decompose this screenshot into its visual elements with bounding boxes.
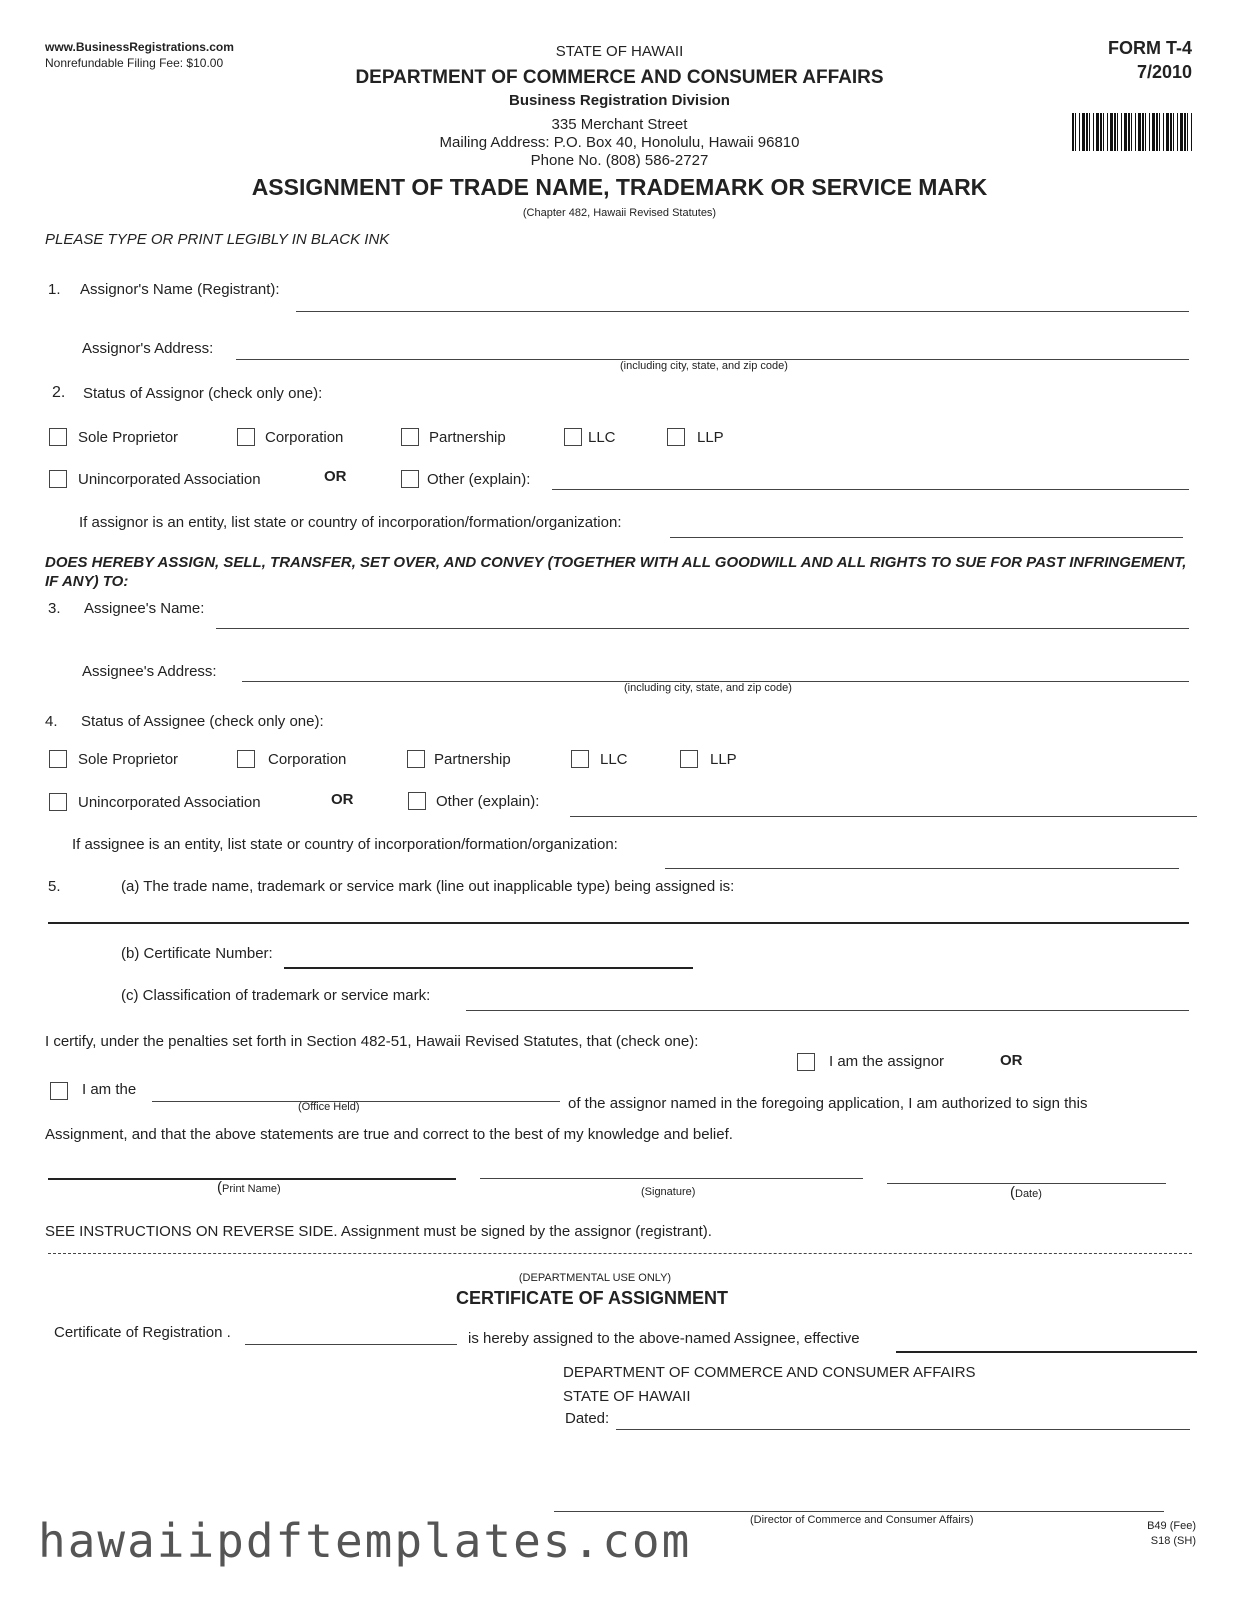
assignor-name-field[interactable] (296, 311, 1189, 312)
assignee-llp-label: LLP (710, 751, 737, 768)
director-label: (Director of Commerce and Consumer Affairs) (750, 1514, 974, 1526)
certificate-of-assignment-title: CERTIFICATE OF ASSIGNMENT (456, 1288, 728, 1308)
assignor-other-checkbox[interactable] (401, 470, 419, 488)
section4-number: 4. (45, 713, 58, 730)
certificate-number-label: (b) Certificate Number: (121, 945, 273, 962)
phone-number: Phone No. (808) 586-2727 (530, 152, 709, 169)
assignor-llc-checkbox[interactable] (564, 428, 582, 446)
assignee-other-field[interactable] (570, 816, 1197, 817)
office-held-hint: (Office Held) (298, 1101, 360, 1113)
assignor-sole-proprietor-checkbox[interactable] (49, 428, 67, 446)
assignor-llp-checkbox[interactable] (667, 428, 685, 446)
assignee-other-label: Other (explain): (436, 793, 540, 810)
form-date: 7/2010 (1136, 62, 1192, 82)
date-hint: Date) (1015, 1188, 1042, 1200)
assignee-entity-label: If assignee is an entity, list state or country of incorporation/formation/organization: (72, 836, 618, 853)
sh-code: S18 (SH) (1150, 1535, 1196, 1547)
assignor-other-field[interactable] (552, 489, 1189, 490)
section2-number: 2. (52, 384, 66, 401)
assignee-sole-proprietor-checkbox[interactable] (49, 750, 67, 768)
assignee-corporation-label: Corporation (268, 751, 347, 768)
officer-label: I am the (82, 1081, 137, 1098)
assignee-name-label: Assignee's Name: (84, 600, 205, 617)
fee-code: B49 (Fee) (1147, 1520, 1196, 1532)
certificate-number-field[interactable] (284, 967, 693, 969)
assignee-or-text: OR (331, 791, 354, 808)
assignee-address-hint: (including city, state, and zip code) (624, 682, 792, 694)
assignor-name-label: Assignor's Name (Registrant): (80, 281, 280, 298)
assignee-entity-field[interactable] (665, 868, 1179, 869)
assignor-llc-label: LLC (588, 429, 616, 446)
assignee-partnership-checkbox[interactable] (407, 750, 425, 768)
instructions-note: SEE INSTRUCTIONS ON REVERSE SIDE. Assignment must be signed by the assignor (registrant). (45, 1223, 712, 1240)
assignee-status-label: Status of Assignee (check only one): (81, 713, 324, 730)
section1-number: 1. (48, 281, 61, 298)
assignee-address-label: Assignee's Address: (82, 663, 217, 680)
assignee-llc-checkbox[interactable] (571, 750, 589, 768)
assignor-unincorporated-checkbox[interactable] (49, 470, 67, 488)
assignor-corporation-label: Corporation (265, 429, 344, 446)
certification-intro: I certify, under the penalties set forth in Section 482-51, Hawaii Revised Statutes, that (check one): (45, 1033, 699, 1050)
assignor-sole-proprietor-label: Sole Proprietor (78, 429, 179, 446)
assignor-unincorporated-label: Unincorporated Association (78, 471, 261, 488)
dated-field[interactable] (616, 1429, 1190, 1430)
signature-field[interactable] (480, 1178, 863, 1179)
dated-label: Dated: (565, 1410, 610, 1427)
assignee-unincorporated-checkbox[interactable] (49, 793, 67, 811)
chapter-note: (Chapter 482, Hawaii Revised Statutes) (522, 207, 717, 219)
assignee-llp-checkbox[interactable] (680, 750, 698, 768)
assignor-llp-label: LLP (697, 429, 724, 446)
assignee-unincorporated-label: Unincorporated Association (78, 794, 261, 811)
assignor-other-label: Other (explain): (427, 471, 531, 488)
assignee-sole-proprietor-label: Sole Proprietor (78, 751, 179, 768)
date-field[interactable] (887, 1183, 1166, 1184)
assignor-address-label: Assignor's Address: (82, 340, 214, 357)
officer-checkbox[interactable] (50, 1082, 68, 1100)
form-title: ASSIGNMENT OF TRADE NAME, TRADEMARK OR SERVICE MARK (251, 174, 988, 200)
department-heading: DEPARTMENT OF COMMERCE AND CONSUMER AFFAIRS (355, 67, 884, 88)
division-heading: Business Registration Division (509, 92, 730, 109)
assignor-entity-field[interactable] (670, 537, 1183, 538)
certificate-registration-label: Certificate of Registration . (54, 1324, 231, 1341)
barcode-image (1072, 113, 1192, 151)
signature-hint: (Signature) (641, 1186, 696, 1198)
print-name-hint: Print Name) (222, 1183, 281, 1195)
filing-fee: Nonrefundable Filing Fee: $10.00 (45, 56, 224, 70)
certification-continuation: of the assignor named in the foregoing application, I am authorized to sign this (568, 1095, 1088, 1112)
assignor-status-label: Status of Assignor (check only one): (83, 385, 323, 402)
classification-field[interactable] (466, 1010, 1189, 1011)
assignee-llc-label: LLC (600, 751, 628, 768)
assignee-name-field[interactable] (216, 628, 1189, 629)
street-address: 335 Merchant Street (551, 116, 688, 133)
mark-assigned-field[interactable] (48, 922, 1189, 924)
certification-or-text: OR (1000, 1052, 1023, 1069)
certificate-registration-field[interactable] (245, 1344, 457, 1345)
departmental-use-label: (DEPARTMENTAL USE ONLY) (518, 1272, 672, 1284)
assignor-address-hint: (including city, state, and zip code) (620, 360, 788, 372)
assignor-self-label: I am the assignor (829, 1053, 945, 1070)
assignment-statement: DOES HEREBY ASSIGN, SELL, TRANSFER, SET OVER, AND CONVEY (TOGETHER WITH ALL GOODWILL AND ALL RIGHTS TO SUE FOR PAST INFRINGEMENT, IF ANY) TO: (45, 554, 1187, 590)
director-signature-field[interactable] (554, 1511, 1164, 1512)
assignor-partnership-label: Partnership (429, 429, 506, 446)
print-name-paren: ( (217, 1179, 222, 1196)
certification-statement: Assignment, and that the above statements are true and correct to the best of my knowledge and belief. (45, 1126, 733, 1143)
assignee-other-checkbox[interactable] (408, 792, 426, 810)
assignor-partnership-checkbox[interactable] (401, 428, 419, 446)
assigned-text: is hereby assigned to the above-named Assignee, effective (468, 1330, 860, 1347)
cut-line-divider (48, 1253, 1192, 1254)
assignee-corporation-checkbox[interactable] (237, 750, 255, 768)
date-paren: ( (1010, 1184, 1015, 1201)
form-number: FORM T-4 (1108, 38, 1192, 58)
assignor-entity-label: If assignor is an entity, list state or country of incorporation/formation/organization: (79, 514, 622, 531)
section5-number: 5. (48, 878, 61, 895)
website-link[interactable]: www.BusinessRegistrations.com (45, 40, 234, 54)
mark-assigned-label: (a) The trade name, trademark or service mark (line out inapplicable type) being assigned is: (121, 878, 735, 895)
assignee-partnership-label: Partnership (434, 751, 511, 768)
effective-date-field[interactable] (896, 1351, 1197, 1353)
departmental-department: DEPARTMENT OF COMMERCE AND CONSUMER AFFAIRS (563, 1364, 976, 1381)
ink-instruction: PLEASE TYPE OR PRINT LEGIBLY IN BLACK INK (45, 231, 390, 248)
assignor-self-checkbox[interactable] (797, 1053, 815, 1071)
site-watermark: hawaiipdftemplates.com (38, 1514, 692, 1568)
assignor-corporation-checkbox[interactable] (237, 428, 255, 446)
mailing-address: Mailing Address: P.O. Box 40, Honolulu, Hawaii 96810 (439, 134, 800, 151)
assignor-or-text: OR (324, 468, 347, 485)
classification-label: (c) Classification of trademark or service mark: (121, 987, 431, 1004)
state-heading: STATE OF HAWAII (555, 43, 684, 60)
section3-number: 3. (48, 600, 61, 617)
print-name-field[interactable] (48, 1178, 456, 1180)
departmental-state: STATE OF HAWAII (563, 1388, 691, 1405)
